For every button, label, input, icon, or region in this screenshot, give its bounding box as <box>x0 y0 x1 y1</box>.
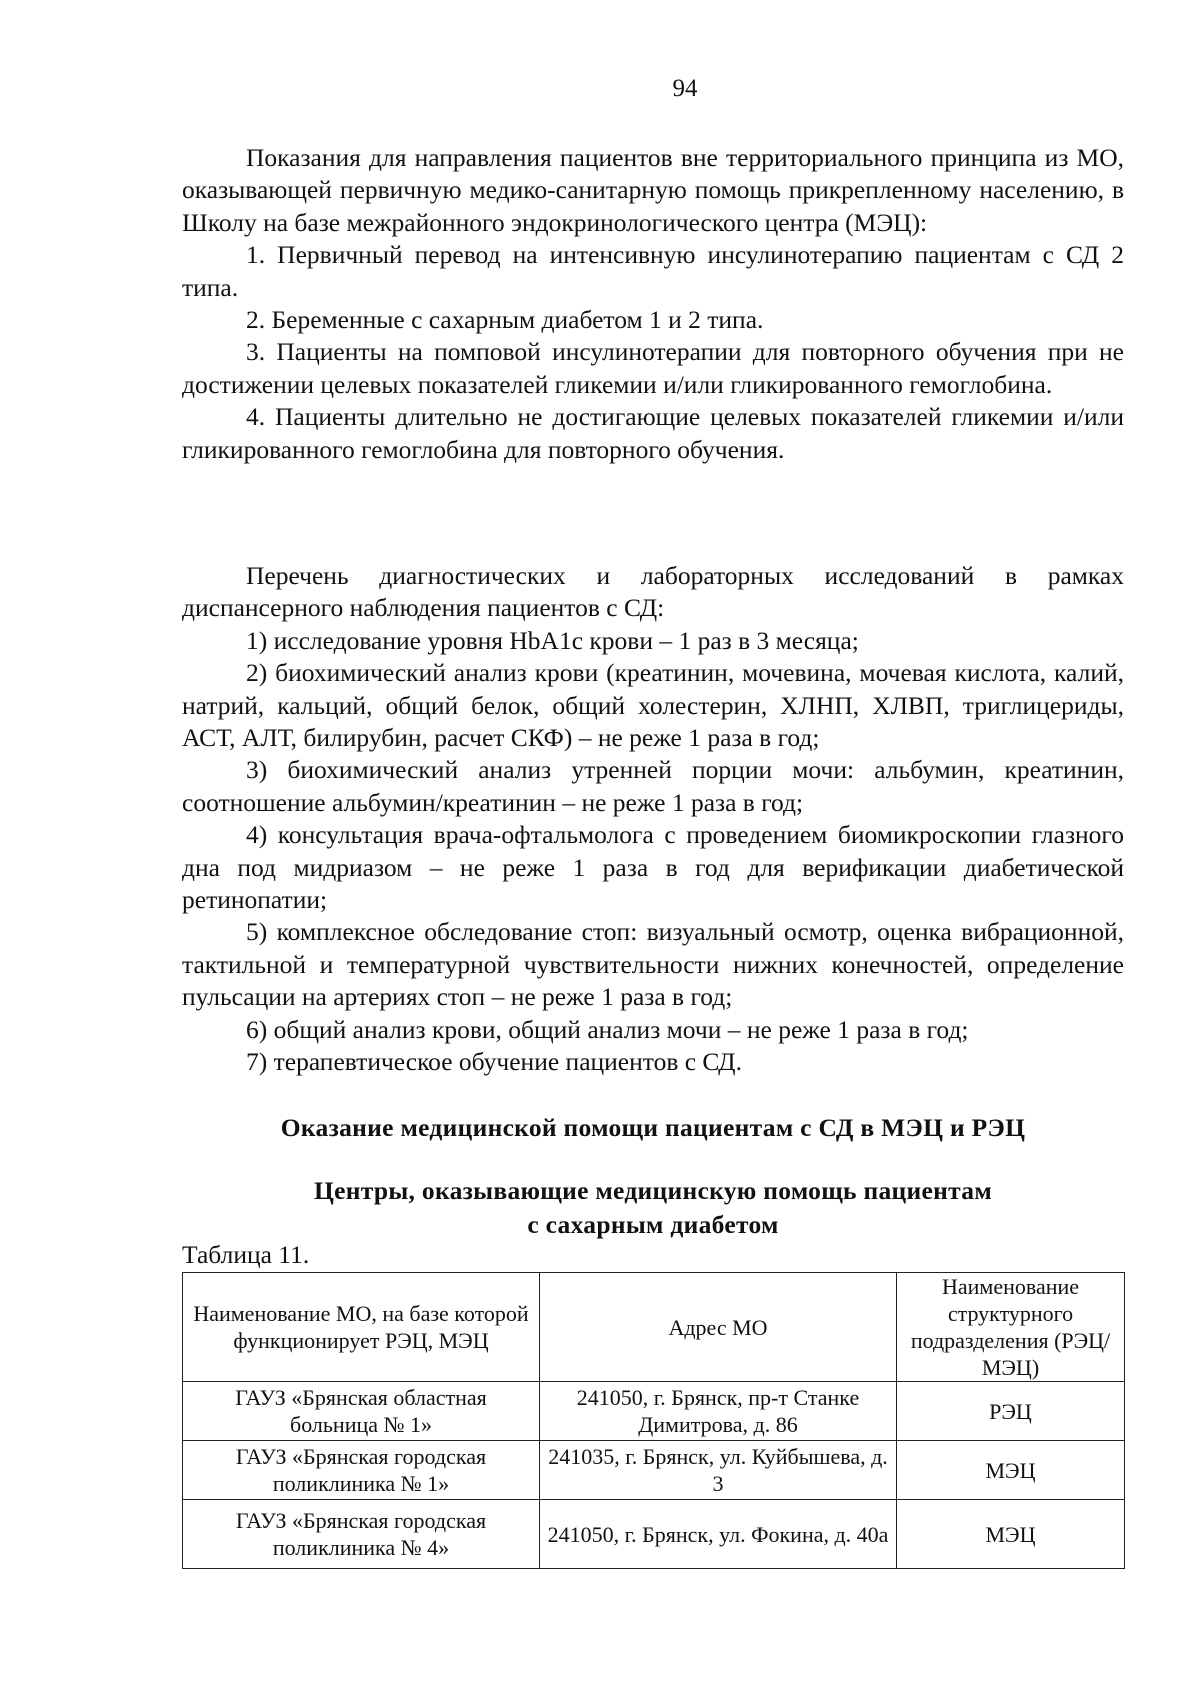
section-heading: Оказание медицинской помощи пациентам с СД в МЭЦ и РЭЦ <box>280 1113 1026 1142</box>
table-row <box>183 1382 1125 1441</box>
table-cell: РЭЦ <box>897 1382 1125 1441</box>
table-heading-line-1: Центры, оказывающие медицинскую помощь пациентам <box>313 1176 992 1205</box>
table-cell: 241035, г. Брянск, ул. Куйбышева, д. 3 <box>540 1441 897 1500</box>
indication-item: 4. Пациенты длительно не достигающие целевых показателей гликемии и/или гликированного гемоглобина для повторного обучения. <box>182 402 1124 464</box>
examination-item: 2) биохимический анализ крови (креатинин, мочевина, мочевая кислота, калий, натрий, кальций, общий белок, общий холестерин, ХЛНП, ХЛВП, триглицериды, АСТ, АЛТ, билирубин, расчет СКФ) – не реже 1 раза в год; <box>182 658 1124 753</box>
table-cell: ГАУЗ «Брянская городская поликлиника № 1» <box>183 1441 540 1500</box>
examination-item: 7) терапевтическое обучение пациентов с СД. <box>246 1047 742 1077</box>
table-heading-line-2: с сахарным диабетом <box>527 1210 779 1239</box>
table-header-cell: Наименование структурного подразделения (РЭЦ/МЭЦ) <box>897 1273 1125 1382</box>
page-number: 94 <box>672 75 698 102</box>
table-header-cell: Адрес МО <box>540 1273 897 1382</box>
table-cell: МЭЦ <box>897 1500 1125 1569</box>
table-header-cell: Наименование МО, на базе которой функционирует РЭЦ, МЭЦ <box>183 1273 540 1382</box>
examinations-intro: Перечень диагностических и лабораторных исследований в рамках диспансерного наблюдения пациентов с СД: <box>182 561 1124 623</box>
examination-item: 3) биохимический анализ утренней порции мочи: альбумин, креатинин, соотношение альбумин/креатинин – не реже 1 раза в год; <box>182 755 1124 817</box>
indication-item: 1. Первичный перевод на интенсивную инсулинотерапию пациентам с СД 2 типа. <box>182 240 1124 302</box>
table-row <box>183 1500 1125 1569</box>
centers-table <box>182 1272 1125 1569</box>
table-cell: МЭЦ <box>897 1441 1125 1500</box>
table-header-row <box>183 1273 1125 1382</box>
examination-item: 4) консультация врача-офтальмолога с проведением биомикроскопии глазного дна под мидриазом – не реже 1 раза в год для верификации диабетической ретинопатии; <box>182 820 1124 915</box>
examinations-section <box>182 560 1124 1079</box>
table-cell: ГАУЗ «Брянская областная больница № 1» <box>183 1382 540 1441</box>
table-cell: 241050, г. Брянск, ул. Фокина, д. 40а <box>540 1500 897 1569</box>
examination-item: 1) исследование уровня HbA1c крови – 1 раз в 3 месяца; <box>246 625 859 655</box>
indications-section <box>182 142 1124 466</box>
table-row <box>183 1441 1125 1500</box>
indications-intro: Показания для направления пациентов вне территориального принципа из МО, оказывающей первичную медико-санитарную помощь прикрепленному населению, в Школу на базе межрайонного эндокринологического центра (МЭЦ): <box>182 143 1124 237</box>
indication-item: 2. Беременные с сахарным диабетом 1 и 2 типа. <box>246 305 764 335</box>
table-cell: 241050, г. Брянск, пр-т Станке Димитрова, д. 86 <box>540 1382 897 1441</box>
indication-item: 3. Пациенты на помповой инсулинотерапии для повторного обучения при не достижении целевых показателей гликемии и/или гликированного гемоглобина. <box>182 337 1124 399</box>
table-caption: Таблица 11. <box>182 1240 310 1269</box>
table-cell: ГАУЗ «Брянская городская поликлиника № 4» <box>183 1500 540 1569</box>
examination-item: 6) общий анализ крови, общий анализ мочи – не реже 1 раза в год; <box>246 1014 969 1044</box>
examination-item: 5) комплексное обследование стоп: визуальный осмотр, оценка вибрационной, тактильной и температурной чувствительности нижних конечностей, определение пульсации на артериях стоп – не реже 1 раза в год; <box>182 917 1124 1012</box>
table-heading <box>182 1174 1124 1242</box>
